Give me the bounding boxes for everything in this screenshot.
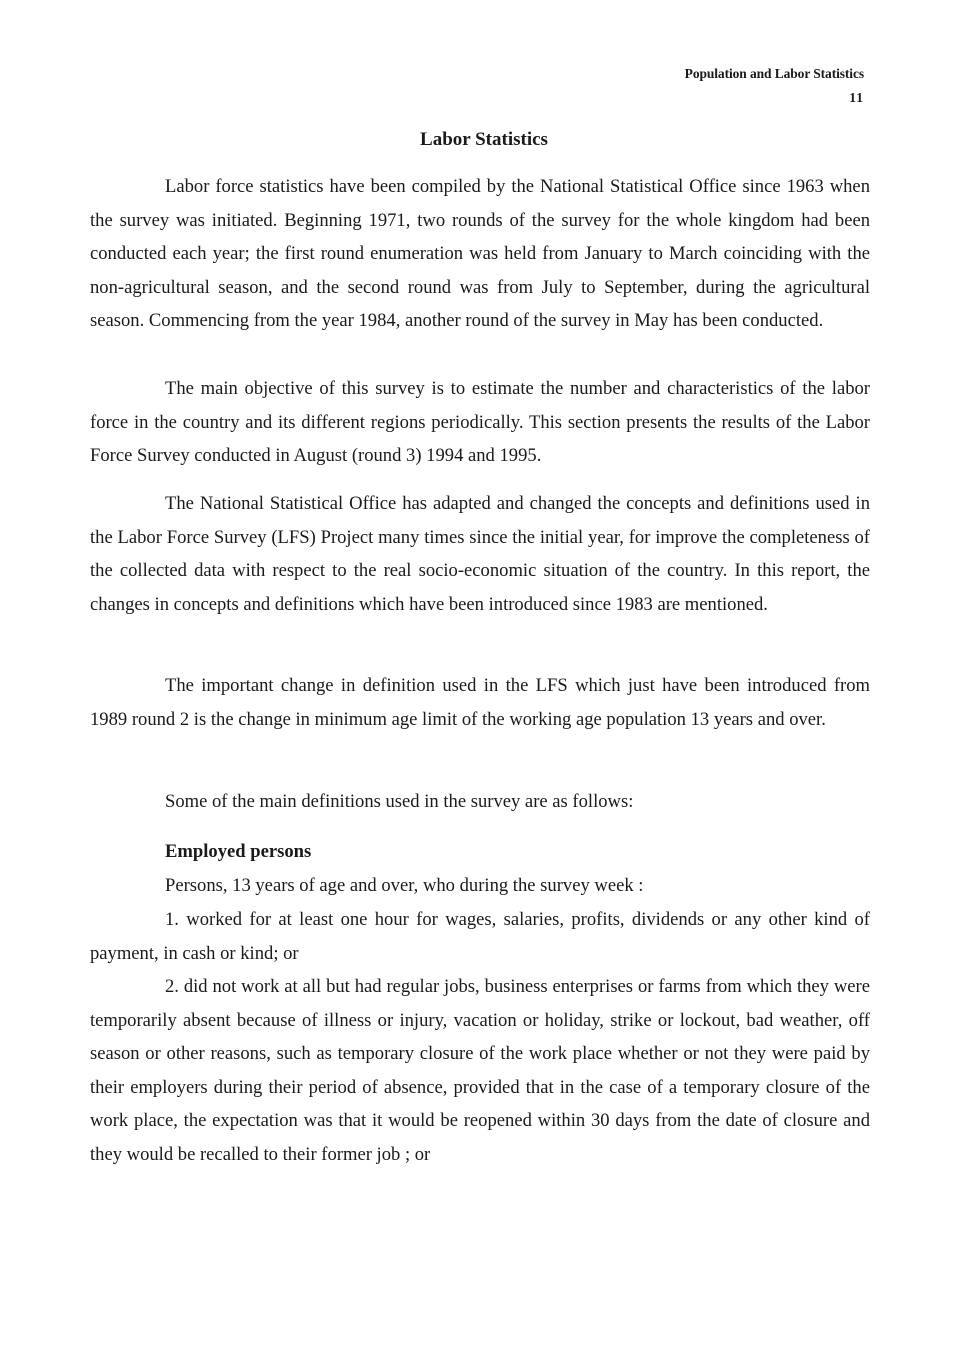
employed-persons-heading: Employed persons — [165, 841, 312, 862]
definition-item-1: 1. worked for at least one hour for wages, salaries, profits, dividends or any other kind of payment, in cash or kind; or — [90, 909, 870, 964]
paragraph-age-limit: The important change in definition used in the LFS which just have been introduced from 1989 round 2 is the change in minimum age limit of the working age population 13 years and over. — [90, 675, 870, 730]
employed-persons-intro: Persons, 13 years of age and over, who during the survey week : — [165, 875, 644, 896]
running-head — [685, 62, 864, 110]
page-number: 11 — [849, 90, 864, 105]
paragraph-objective: The main objective of this survey is to estimate the number and characteristics of the labor force in the country and its different regions periodically. This section presents the results of the Labor Force Survey conducted in August (round 3) 1994 and 1995. — [90, 378, 870, 467]
running-head-title: Population and Labor Statistics — [684, 66, 864, 81]
definition-item-2: 2. did not work at all but had regular jobs, business enterprises or farms from which they were temporarily absent because of illness or injury, vacation or holiday, strike or lockout, bad weather, off season or other reasons, such as temporary closure of the work place whether or not they were paid by their employers during their period of absence, provided that in the case of a temporary closure of the work place, the expectation was that it would be reopened within 30 days from the date of closure and they would be recalled to their former job ; or — [90, 976, 870, 1165]
paragraph-history: Labor force statistics have been compiled by the National Statistical Office since 1963 when the survey was initiated. Beginning 1971, two rounds of the survey for the whole kingdom had been conducted each year; the first round enumeration was held from January to March coinciding with the non-agricultural season, and the second round was from July to September, during the agricultural season. Commencing from the year 1984, another round of the survey in May has been conducted. — [90, 176, 870, 332]
paragraph-concepts: The National Statistical Office has adapted and changed the concepts and definitions used in the Labor Force Survey (LFS) Project many times since the initial year, for improve the completeness of the collected data with respect to the real socio-economic situation of the country. In this report, the changes in concepts and definitions which have been introduced since 1983 are mentioned. — [90, 493, 870, 615]
paragraph-definitions-intro: Some of the main definitions used in the survey are as follows: — [165, 791, 634, 812]
section-title: Labor Statistics — [420, 129, 548, 150]
